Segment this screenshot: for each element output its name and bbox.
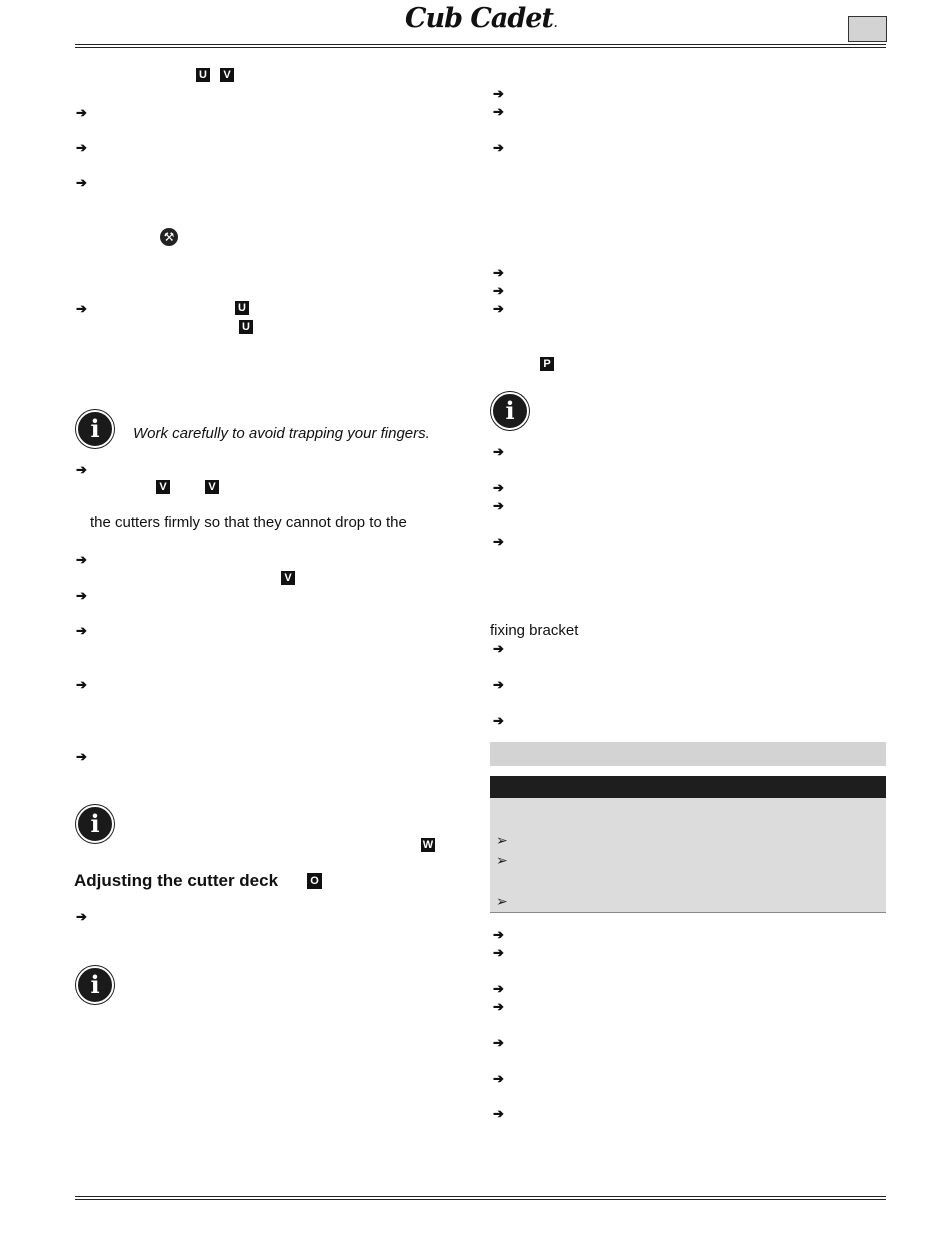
arrow-icon: ➔ [76,140,87,155]
arrow-icon: ➔ [76,623,87,638]
info-icon: i [491,392,529,430]
footer-rule-1 [75,1196,886,1197]
arrow-icon: ➔ [493,945,504,960]
arrow-icon: ➔ [493,283,504,298]
chevron-bullet-icon: ➢ [496,832,508,848]
figure-tag-v: V [281,571,295,585]
figure-tag-v: V [156,480,170,494]
arrow-icon: ➔ [76,552,87,567]
warning-header [490,776,886,798]
figure-tag-o: O [307,873,322,889]
arrow-icon: ➔ [76,462,87,477]
note-text: Work carefully to avoid trapping your fingers. [133,425,430,442]
figure-tag-p: P [540,357,554,371]
brand-mark: . [553,19,557,30]
arrow-icon: ➔ [76,588,87,603]
info-icon: i [76,410,114,448]
language-box [848,16,887,42]
header-rule-1 [75,44,886,45]
arrow-icon: ➔ [493,498,504,513]
arrow-icon: ➔ [493,265,504,280]
arrow-icon: ➔ [493,1071,504,1086]
arrow-icon: ➔ [76,749,87,764]
section-bar [490,742,886,766]
figure-tag-u: U [235,301,249,315]
chevron-bullet-icon: ➢ [496,893,508,909]
arrow-icon: ➔ [493,104,504,119]
arrow-icon: ➔ [493,981,504,996]
arrow-icon: ➔ [493,677,504,692]
arrow-icon: ➔ [493,86,504,101]
figure-tag-v: V [220,68,234,82]
chevron-bullet-icon: ➢ [496,852,508,868]
header-rule-2 [75,47,886,48]
wrench-icon: ⚒ [160,228,178,246]
arrow-icon: ➔ [493,1035,504,1050]
section-heading [74,871,278,891]
brand-name: Cub Cadet [405,3,553,34]
figure-tag-v: V [205,480,219,494]
warning-box [490,776,886,913]
info-icon: i [76,966,114,1004]
figure-tag-u: U [239,320,253,334]
arrow-icon: ➔ [76,677,87,692]
cub-cadet-logo [405,3,580,39]
arrow-icon: ➔ [493,999,504,1014]
figure-tag-w: W [422,839,434,851]
heading-text: Adjusting the cutter deck [74,871,279,890]
arrow-icon: ➔ [493,927,504,942]
cutters-text: the cutters firmly so that they cannot drop to the [90,514,407,531]
arrow-icon: ➔ [493,480,504,495]
footer-rule-2 [75,1199,886,1200]
fixing-bracket-text: fixing bracket [490,622,579,639]
arrow-icon: ➔ [76,301,87,316]
arrow-icon: ➔ [493,444,504,459]
arrow-icon: ➔ [493,1106,504,1121]
arrow-icon: ➔ [493,140,504,155]
arrow-icon: ➔ [76,175,87,190]
arrow-icon: ➔ [493,534,504,549]
arrow-icon: ➔ [493,713,504,728]
arrow-icon: ➔ [76,105,87,120]
arrow-icon: ➔ [493,641,504,656]
info-icon: i [76,805,114,843]
figure-tag-u: U [196,68,210,82]
arrow-icon: ➔ [493,301,504,316]
arrow-icon: ➔ [76,909,87,924]
